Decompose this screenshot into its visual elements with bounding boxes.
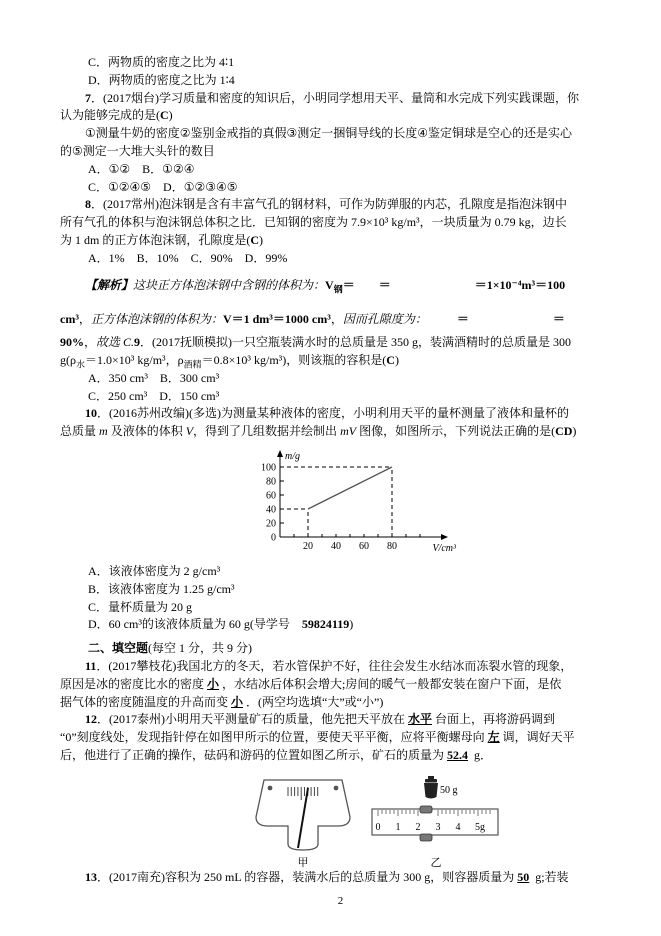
caption-jia: 甲 xyxy=(297,856,309,869)
text-segment: A．350 cm³ B．300 cm³ xyxy=(88,370,220,385)
text-segment: V＝1 dm³＝1000 cm³ xyxy=(222,312,331,327)
text-line xyxy=(60,161,621,179)
text-line xyxy=(60,711,621,729)
text-segment: ＝1.0×10³ kg/m³，ρ xyxy=(85,352,184,367)
text-segment: D．两物质的密度之比为 1∶4 xyxy=(88,72,235,87)
text-line xyxy=(60,581,621,599)
weights-and-rider-drawing xyxy=(370,775,502,853)
text-segment: 10 xyxy=(85,406,97,421)
text-line xyxy=(60,658,621,676)
text-segment: D．60 cm³的该液体质量为 60 g(导学号 xyxy=(88,617,302,632)
text-segment: ．(两空均选填“大”或“小”) xyxy=(246,694,384,709)
page-number: 2 xyxy=(337,894,344,907)
text-segment: 二、填空题 xyxy=(88,641,149,656)
text-line xyxy=(60,90,621,108)
svg-text:40: 40 xyxy=(266,504,276,516)
text-segment: ，得到了几组数据并绘制出 xyxy=(193,424,341,439)
text-segment: ，水结冰后体积会增大;房间的暖气一般都安装在窗户下面，是依 xyxy=(222,676,562,691)
text-segment: 11 xyxy=(85,658,97,673)
text-segment: A．该液体密度为 2 g/cm³ xyxy=(88,563,221,578)
text-segment: 59824119 xyxy=(301,617,350,632)
figure-yi xyxy=(370,775,502,867)
text-segment: 12 xyxy=(85,712,97,727)
text-segment: V xyxy=(325,277,334,292)
pointer-needle xyxy=(298,788,308,848)
text-segment: C xyxy=(160,108,169,123)
svg-text:20: 20 xyxy=(266,518,276,530)
text-segment: ) xyxy=(394,352,399,367)
text-line xyxy=(60,599,621,617)
text-segment: C．250 cm³ D．150 cm³ xyxy=(88,388,220,403)
text-segment: 小 xyxy=(207,676,220,691)
text-line xyxy=(60,388,621,406)
svg-text:0: 0 xyxy=(271,532,276,544)
question-block-bottom xyxy=(60,869,621,887)
screw-left-icon xyxy=(268,785,273,790)
text-segment: cm³ xyxy=(60,312,79,327)
text-segment: (每空 1 分，共 9 分) xyxy=(148,641,253,656)
text-segment: ．(2017抚顺模拟)一只空瓶装满水时的总质量是 350 g，装满酒精时的总质量是 300 xyxy=(140,335,572,350)
text-segment: g;若装 xyxy=(532,869,569,884)
text-segment: 原因是冰的密度比水的密度 xyxy=(60,676,205,691)
text-line xyxy=(60,352,621,370)
rider-slider xyxy=(420,806,432,813)
svg-text:V/cm³: V/cm³ xyxy=(432,542,456,554)
svg-text:5g: 5g xyxy=(475,821,485,833)
text-line xyxy=(60,640,621,658)
svg-text:4: 4 xyxy=(455,821,461,833)
text-segment: 为 1 dm 的正方体泡沫钢，孔隙度是( xyxy=(60,232,251,247)
text-segment: g(ρ xyxy=(60,352,76,367)
text-segment: C．两物质的密度之比为 4∶1 xyxy=(88,55,235,69)
scale-tick-marks xyxy=(288,787,318,800)
text-line xyxy=(60,694,621,712)
pointer-scale-drawing xyxy=(252,775,354,853)
text-line xyxy=(60,869,621,887)
text-segment: 酒精 xyxy=(183,359,202,370)
text-segment: 90% xyxy=(60,335,84,350)
svg-text:80: 80 xyxy=(266,476,276,488)
text-segment: ， xyxy=(78,312,91,327)
text-segment: 台面上，再将游码调到 xyxy=(435,712,556,727)
text-segment: 总质量 xyxy=(60,424,100,439)
text-segment: A．①② B．①②④ xyxy=(88,161,195,176)
text-segment: 及液体的体积 xyxy=(107,424,186,439)
text-segment: mV xyxy=(340,424,357,439)
text-segment: 52.4 xyxy=(447,747,469,762)
text-segment: ．(2017常州)泡沫钢是含有丰富气孔的钢材料，可作为防弹服的内芯，孔隙度是指泡沫钢中 xyxy=(91,197,567,212)
text-segment: ．(2017烟台)学习质量和密度的知识后，小明同学想用天平、量筒和水完成下列实践课题，你 xyxy=(91,90,579,105)
text-segment: ， xyxy=(330,312,343,327)
mv-line-chart xyxy=(248,447,458,561)
text-segment: 【解析】 xyxy=(85,277,134,292)
text-segment: ．(2017泰州)小明用天平测量矿石的质量，他先把天平放在 xyxy=(97,712,405,727)
text-segment: C．①②④⑤ D．①②③④⑤ xyxy=(88,179,238,194)
text-segment: ) xyxy=(168,108,173,123)
text-segment: m xyxy=(99,424,108,439)
question-block-top xyxy=(60,54,621,441)
screw-right-icon xyxy=(334,785,339,790)
text-segment: C xyxy=(386,352,395,367)
text-segment: 所有气孔的体积与泡沫钢总体积之比．已知钢的密度为 7.9×10³ kg/m³，一块质量为 0.79 kg，边长 xyxy=(60,215,567,230)
text-segment: 因而孔隙度为： xyxy=(342,312,421,327)
text-line xyxy=(60,277,621,295)
text-segment: 的⑤测定一大堆大头针的数目 xyxy=(60,143,215,158)
balance-figures xyxy=(252,775,621,867)
text-segment: 7 xyxy=(85,90,91,105)
mv-chart-figure xyxy=(248,447,621,561)
text-line xyxy=(60,311,621,329)
figure-jia xyxy=(252,775,354,867)
text-segment: ①测量牛奶的密度②鉴别金戒指的真假③测定一捆铜导线的长度④鉴定铜球是空心的还是实心 xyxy=(85,126,573,141)
text-line xyxy=(60,616,621,634)
weight-50g-icon xyxy=(424,776,438,799)
text-segment: C xyxy=(250,232,260,247)
text-segment: B．该液体密度为 1.25 g/cm³ xyxy=(88,581,235,596)
svg-text:0: 0 xyxy=(375,821,381,833)
text-segment: 钢 xyxy=(333,283,343,294)
text-segment: 调，调好天平 xyxy=(502,730,575,745)
text-line xyxy=(60,676,621,694)
text-segment: g． xyxy=(471,747,493,762)
text-line xyxy=(60,334,621,352)
text-segment: ．(2017南充)容积为 250 mL 的容器，装满水后的总质量为 300 g，则容器质量为 xyxy=(97,869,515,884)
svg-text:40: 40 xyxy=(331,540,341,552)
text-segment: ) xyxy=(259,232,264,247)
text-segment: 9 xyxy=(134,335,141,350)
text-segment: ， xyxy=(84,335,97,350)
text-line xyxy=(60,72,621,90)
text-segment: “0”刻度线处，发现指针停在如图甲所示的位置，要使天平平衡，应将平衡螺母向 xyxy=(60,730,485,745)
text-line xyxy=(60,250,621,268)
text-segment: 水 xyxy=(75,359,85,370)
text-line xyxy=(60,125,621,143)
text-segment: 小 xyxy=(231,694,244,709)
text-line xyxy=(60,196,621,214)
beam-tick-marks xyxy=(378,810,490,816)
svg-text:20: 20 xyxy=(303,540,313,552)
svg-text:3: 3 xyxy=(435,821,441,833)
svg-text:2: 2 xyxy=(415,821,421,833)
text-segment: 13 xyxy=(85,869,97,884)
text-segment: 正方体泡沫钢的体积为： xyxy=(90,312,223,327)
text-segment: ．(2016苏州改编)(多选)为测量某种液体的密度，小明利用天平的量杯测量了液体和量杯的 xyxy=(97,406,569,421)
text-segment: A．1% B．10% C．90% D．99% xyxy=(88,250,288,265)
text-segment: ．(2017攀枝花)我国北方的冬天，若水管保护不好，往往会发生水结冰而冻裂水管的现象， xyxy=(96,658,573,673)
text-segment: 故选 C. xyxy=(96,335,135,350)
text-segment: 8 xyxy=(85,197,91,212)
weight-label: 50 g xyxy=(440,784,458,796)
svg-text:60: 60 xyxy=(266,490,276,502)
text-segment: ) xyxy=(572,424,577,439)
text-line xyxy=(60,143,621,161)
text-line xyxy=(60,423,621,441)
text-segment: V xyxy=(185,424,194,439)
text-segment: 后，他进行了正确的操作，砝码和游码的位置如图乙所示，矿石的质量为 xyxy=(60,747,445,762)
svg-text:100: 100 xyxy=(261,462,276,474)
text-segment: C．量杯质量为 20 g xyxy=(88,599,193,614)
text-segment: ) xyxy=(349,617,354,632)
caption-yi: 乙 xyxy=(430,856,442,869)
text-segment: 图像，如图所示，下列说法正确的是( xyxy=(356,424,556,439)
svg-text:m/g: m/g xyxy=(285,450,300,462)
svg-text:60: 60 xyxy=(359,540,369,552)
svg-text:1: 1 xyxy=(395,821,401,833)
text-segment: ＝ ＝ xyxy=(420,312,565,327)
text-segment: 50 xyxy=(517,869,530,884)
text-segment: 这块正方体泡沫钢中含钢的体积为： xyxy=(133,277,326,292)
text-segment: CD xyxy=(555,424,573,439)
text-line xyxy=(60,729,621,747)
text-line xyxy=(60,107,621,125)
text-line xyxy=(60,232,621,250)
text-segment: 水平 xyxy=(408,712,433,727)
text-line xyxy=(60,179,621,197)
text-segment: 左 xyxy=(487,730,500,745)
svg-text:80: 80 xyxy=(387,540,397,552)
text-segment: ＝0.8×10³ kg/m³)，则该瓶的容积是( xyxy=(201,352,387,367)
text-line xyxy=(60,747,621,765)
text-line xyxy=(60,54,621,72)
beam-scale-numbers xyxy=(376,822,486,833)
text-line xyxy=(60,563,621,581)
text-line xyxy=(60,214,621,232)
text-segment: ＝ ＝ ＝1×10⁻⁴m³＝100 xyxy=(342,277,566,292)
rider-slider-tab xyxy=(420,834,432,841)
text-segment: 认为能够完成的是( xyxy=(60,108,160,123)
question-block-mid xyxy=(60,563,621,765)
text-line xyxy=(60,405,621,423)
text-segment: 据气体的密度随温度的升高而变 xyxy=(60,694,229,709)
text-line xyxy=(60,370,621,388)
